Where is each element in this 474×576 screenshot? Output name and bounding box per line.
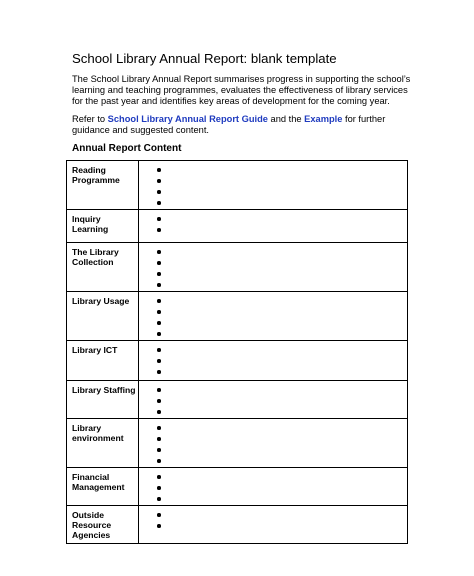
row-label: Library environment (72, 423, 124, 443)
bullet-point (157, 423, 407, 434)
bullet-list (139, 210, 407, 236)
table-row (67, 292, 408, 341)
section-heading: Annual Report Content (72, 143, 182, 154)
bullet-point (157, 367, 407, 378)
bullet-point (157, 456, 407, 467)
row-label-cell (67, 419, 139, 468)
table-row (67, 468, 408, 506)
table-row (67, 341, 408, 381)
bullet-point (157, 296, 407, 307)
row-label: Inquiry Learning (72, 214, 109, 234)
bullet-point (157, 165, 407, 176)
row-content-cell[interactable] (139, 468, 408, 506)
row-label-cell (67, 506, 139, 544)
bullet-point (157, 187, 407, 198)
bullet-point (157, 396, 407, 407)
bullet-point (157, 385, 407, 396)
example-link[interactable]: Example (304, 114, 343, 124)
row-label: Outside Resource Agencies (72, 510, 112, 540)
refer-middle: and the (267, 114, 305, 124)
table-row (67, 210, 408, 243)
bullet-point (157, 176, 407, 187)
row-content-cell[interactable] (139, 341, 408, 381)
intro-paragraph: The School Library Annual Report summarises progress in supporting the school’s learning and teaching programmes, evaluates the effectiveness of library services for the past year and identifies key areas of development for the coming year. (72, 74, 411, 106)
bullet-point (157, 329, 407, 340)
bullet-list (139, 292, 407, 340)
bullet-point (157, 269, 407, 280)
report-guide-link[interactable]: School Library Annual Report Guide (107, 114, 268, 124)
row-label: Library Staffing (72, 385, 136, 395)
row-content-cell[interactable] (139, 210, 408, 243)
bullet-point (157, 521, 407, 532)
bullet-point (157, 434, 407, 445)
row-label: Reading Programme (72, 165, 120, 185)
bullet-list (139, 381, 407, 418)
bullet-point (157, 318, 407, 329)
bullet-point (157, 280, 407, 291)
bullet-point (157, 494, 407, 505)
bullet-point (157, 247, 407, 258)
row-label: Financial Management (72, 472, 125, 492)
bullet-point (157, 472, 407, 483)
bullet-list (139, 419, 407, 467)
row-label-cell (67, 468, 139, 506)
bullet-point (157, 345, 407, 356)
bullet-point (157, 214, 407, 225)
row-label-cell (67, 243, 139, 292)
bullet-point (157, 225, 407, 236)
bullet-point (157, 258, 407, 269)
row-label-cell (67, 210, 139, 243)
table-row (67, 506, 408, 544)
bullet-list (139, 506, 407, 532)
bullet-list (139, 161, 407, 209)
row-content-cell[interactable] (139, 381, 408, 419)
row-content-cell[interactable] (139, 243, 408, 292)
refer-suffix: for further guidance and suggested content. (72, 114, 386, 135)
report-content-table (66, 160, 408, 544)
document-title: School Library Annual Report: blank template (72, 51, 337, 66)
bullet-list (139, 341, 407, 378)
bullet-point (157, 198, 407, 209)
bullet-point (157, 307, 407, 318)
bullet-point (157, 356, 407, 367)
bullet-list (139, 243, 407, 291)
report-table-body (67, 161, 408, 544)
bullet-point (157, 445, 407, 456)
table-row (67, 419, 408, 468)
row-label: Library Usage (72, 296, 130, 306)
row-label-cell (67, 381, 139, 419)
table-row (67, 243, 408, 292)
bullet-point (157, 483, 407, 494)
bullet-point (157, 407, 407, 418)
table-row (67, 161, 408, 210)
row-content-cell[interactable] (139, 292, 408, 341)
row-label: The Library Collection (72, 247, 119, 267)
bullet-list (139, 468, 407, 505)
bullet-point (157, 510, 407, 521)
row-label-cell (67, 292, 139, 341)
row-label: Library ICT (72, 345, 118, 355)
row-label-cell (67, 161, 139, 210)
row-label-cell (67, 341, 139, 381)
table-row (67, 381, 408, 419)
row-content-cell[interactable] (139, 161, 408, 210)
row-content-cell[interactable] (139, 506, 408, 544)
refer-prefix: Refer to (72, 114, 108, 124)
refer-paragraph (72, 114, 402, 136)
row-content-cell[interactable] (139, 419, 408, 468)
